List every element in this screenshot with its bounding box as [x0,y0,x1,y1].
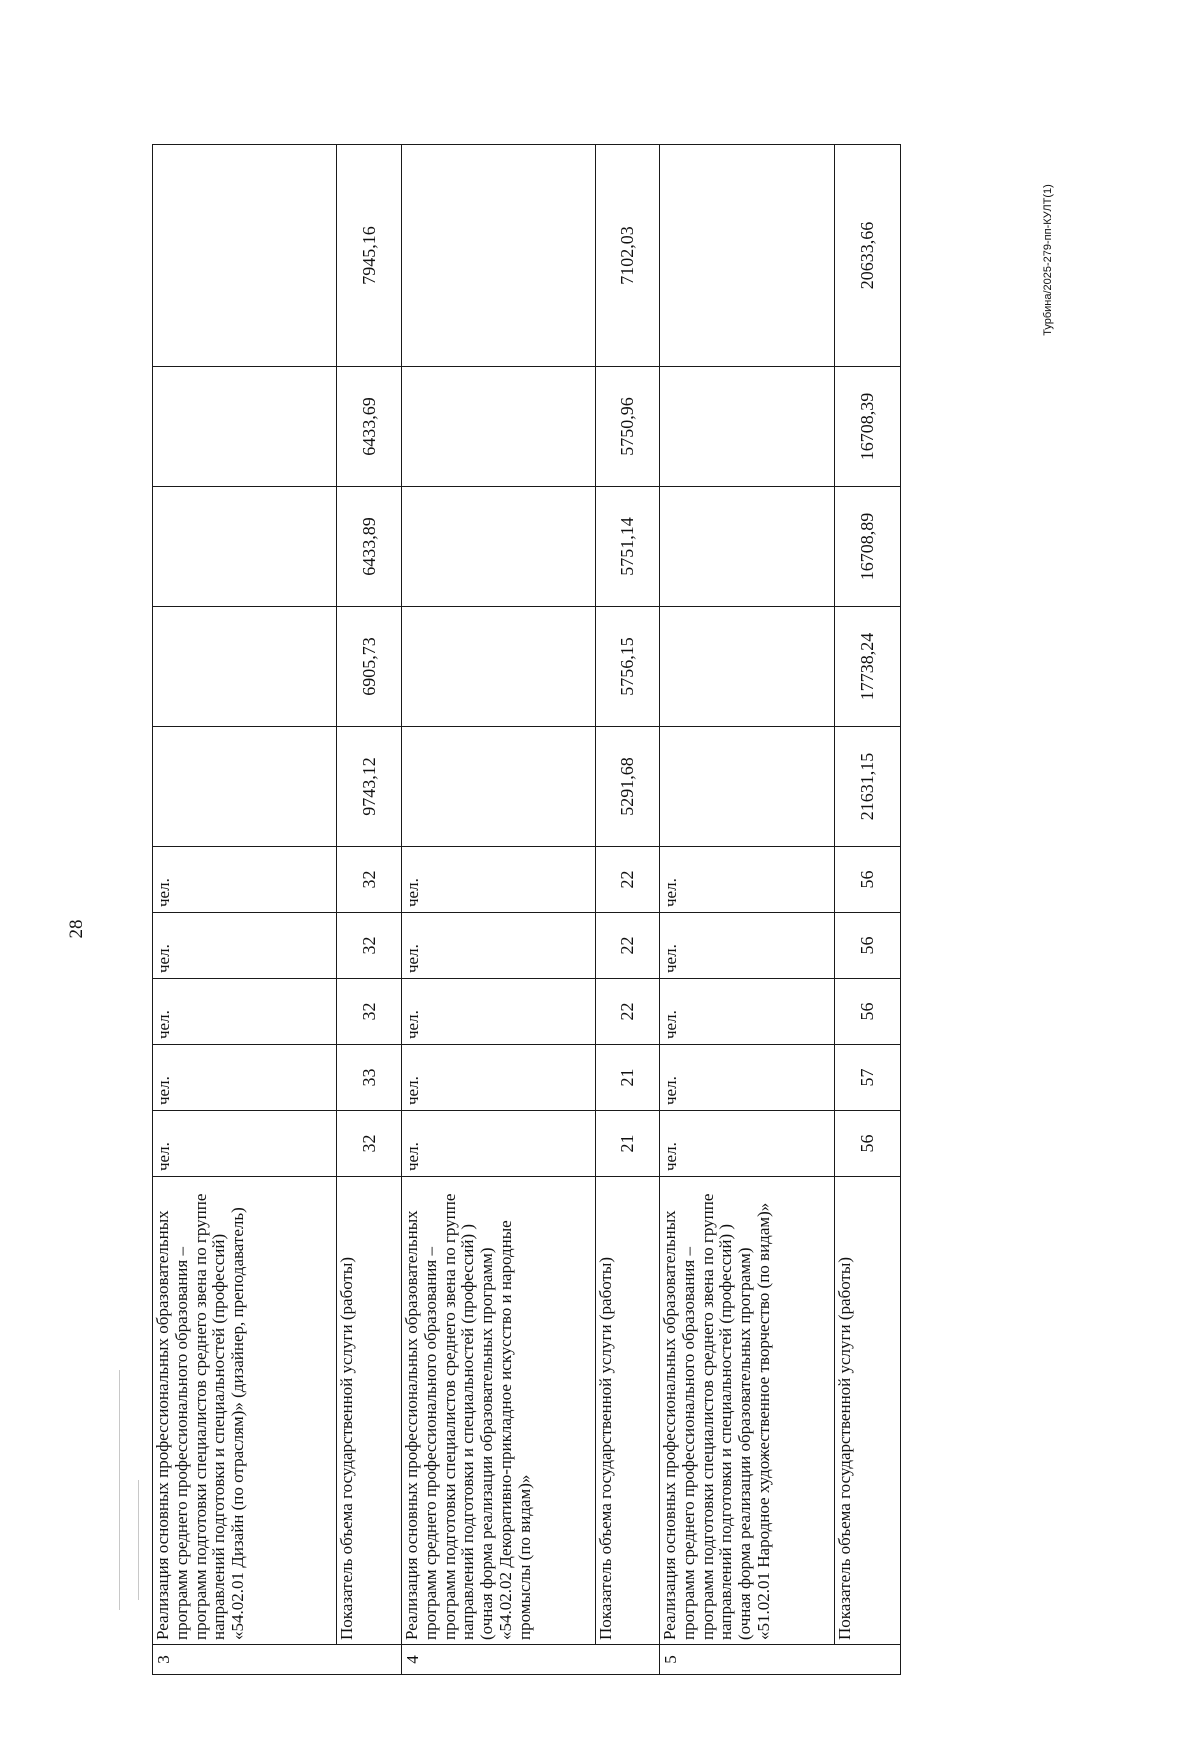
amount-cell: 16708,89 [835,487,901,607]
page-number: 28 [66,919,87,939]
empty-cell [660,145,835,367]
scan-artifact [138,1480,139,1600]
count-cell: 56 [835,913,901,979]
amount-cell: 9743,12 [337,727,402,847]
service-name: Реализация основных профессиональных образовательных программ среднего профессионального образования – программ подготовки специалистов среднего звена по группе направлений подготовки и специальностей (профессий) ) (очная форма реализации образовательных программ) «54.02.02 Декоративно-прикладное искусство и народные промыслы (по видам)» [402,1177,596,1645]
service-name: Реализация основных профессиональных образовательных программ среднего профессионального образования – программ подготовки специалистов среднего звена по группе направлений подготовки и специальностей (профессий) «54.02.01 Дизайн (по отраслям)» (дизайнер, преподаватель) [153,1177,337,1645]
row-index: 5 [660,1645,901,1675]
services-table [152,144,901,1675]
total-row [337,145,402,1675]
total-row [596,145,660,1675]
scan-artifact [119,1370,120,1610]
amount-cell: 5751,14 [596,487,660,607]
unit-cell: чел. [153,1111,337,1177]
unit-cell: чел. [153,1045,337,1111]
count-cell: 32 [337,979,402,1045]
count-cell: 56 [835,1111,901,1177]
section-row [660,145,835,1675]
amount-cell: 5291,68 [596,727,660,847]
total-label: Показатель объема государственной услуги (работы) [596,1177,660,1645]
unit-cell: чел. [660,913,835,979]
empty-cell [660,367,835,487]
amount-cell: 5750,96 [596,367,660,487]
count-cell: 21 [596,1111,660,1177]
unit-cell: чел. [402,1111,596,1177]
empty-cell [660,607,835,727]
count-cell: 33 [337,1045,402,1111]
unit-cell: чел. [402,1045,596,1111]
amount-cell: 7945,16 [337,145,402,367]
unit-cell: чел. [402,913,596,979]
amount-cell: 7102,03 [596,145,660,367]
empty-cell [402,145,596,367]
amount-cell: 6433,69 [337,367,402,487]
total-row [835,145,901,1675]
budget-table [152,145,900,1675]
unit-cell: чел. [402,979,596,1045]
amount-cell: 21631,15 [835,727,901,847]
empty-cell [402,607,596,727]
count-cell: 22 [596,913,660,979]
section-row [153,145,337,1675]
empty-cell [660,487,835,607]
count-cell: 56 [835,979,901,1045]
count-cell: 57 [835,1045,901,1111]
empty-cell [153,727,337,847]
amount-cell: 20633,66 [835,145,901,367]
count-cell: 56 [835,847,901,913]
amount-cell: 17738,24 [835,607,901,727]
count-cell: 32 [337,847,402,913]
unit-cell: чел. [153,979,337,1045]
empty-cell [402,727,596,847]
row-index: 4 [402,1645,660,1675]
empty-cell [153,367,337,487]
amount-cell: 16708,39 [835,367,901,487]
empty-cell [153,487,337,607]
empty-cell [153,607,337,727]
unit-cell: чел. [660,1045,835,1111]
total-label: Показатель объема государственной услуги (работы) [835,1177,901,1645]
empty-cell [402,367,596,487]
empty-cell [402,487,596,607]
count-cell: 22 [596,979,660,1045]
row-index: 3 [153,1645,402,1675]
amount-cell: 6433,89 [337,487,402,607]
unit-cell: чел. [660,979,835,1045]
count-cell: 32 [337,913,402,979]
empty-cell [153,145,337,367]
count-cell: 32 [337,1111,402,1177]
unit-cell: чел. [153,847,337,913]
unit-cell: чел. [153,913,337,979]
section-row [402,145,596,1675]
total-label: Показатель объема государственной услуги (работы) [337,1177,402,1645]
service-name: Реализация основных профессиональных образовательных программ среднего профессионального образования – программ подготовки специалистов среднего звена по группе направлений подготовки и специальностей (профессий) ) (очная форма реализации образовательных программ) «51.02.01 Народное художественное творчество (по видам)» [660,1177,835,1645]
empty-cell [660,727,835,847]
amount-cell: 6905,73 [337,607,402,727]
unit-cell: чел. [660,1111,835,1177]
count-cell: 22 [596,847,660,913]
count-cell: 21 [596,1045,660,1111]
amount-cell: 5756,15 [596,607,660,727]
unit-cell: чел. [402,847,596,913]
unit-cell: чел. [660,847,835,913]
